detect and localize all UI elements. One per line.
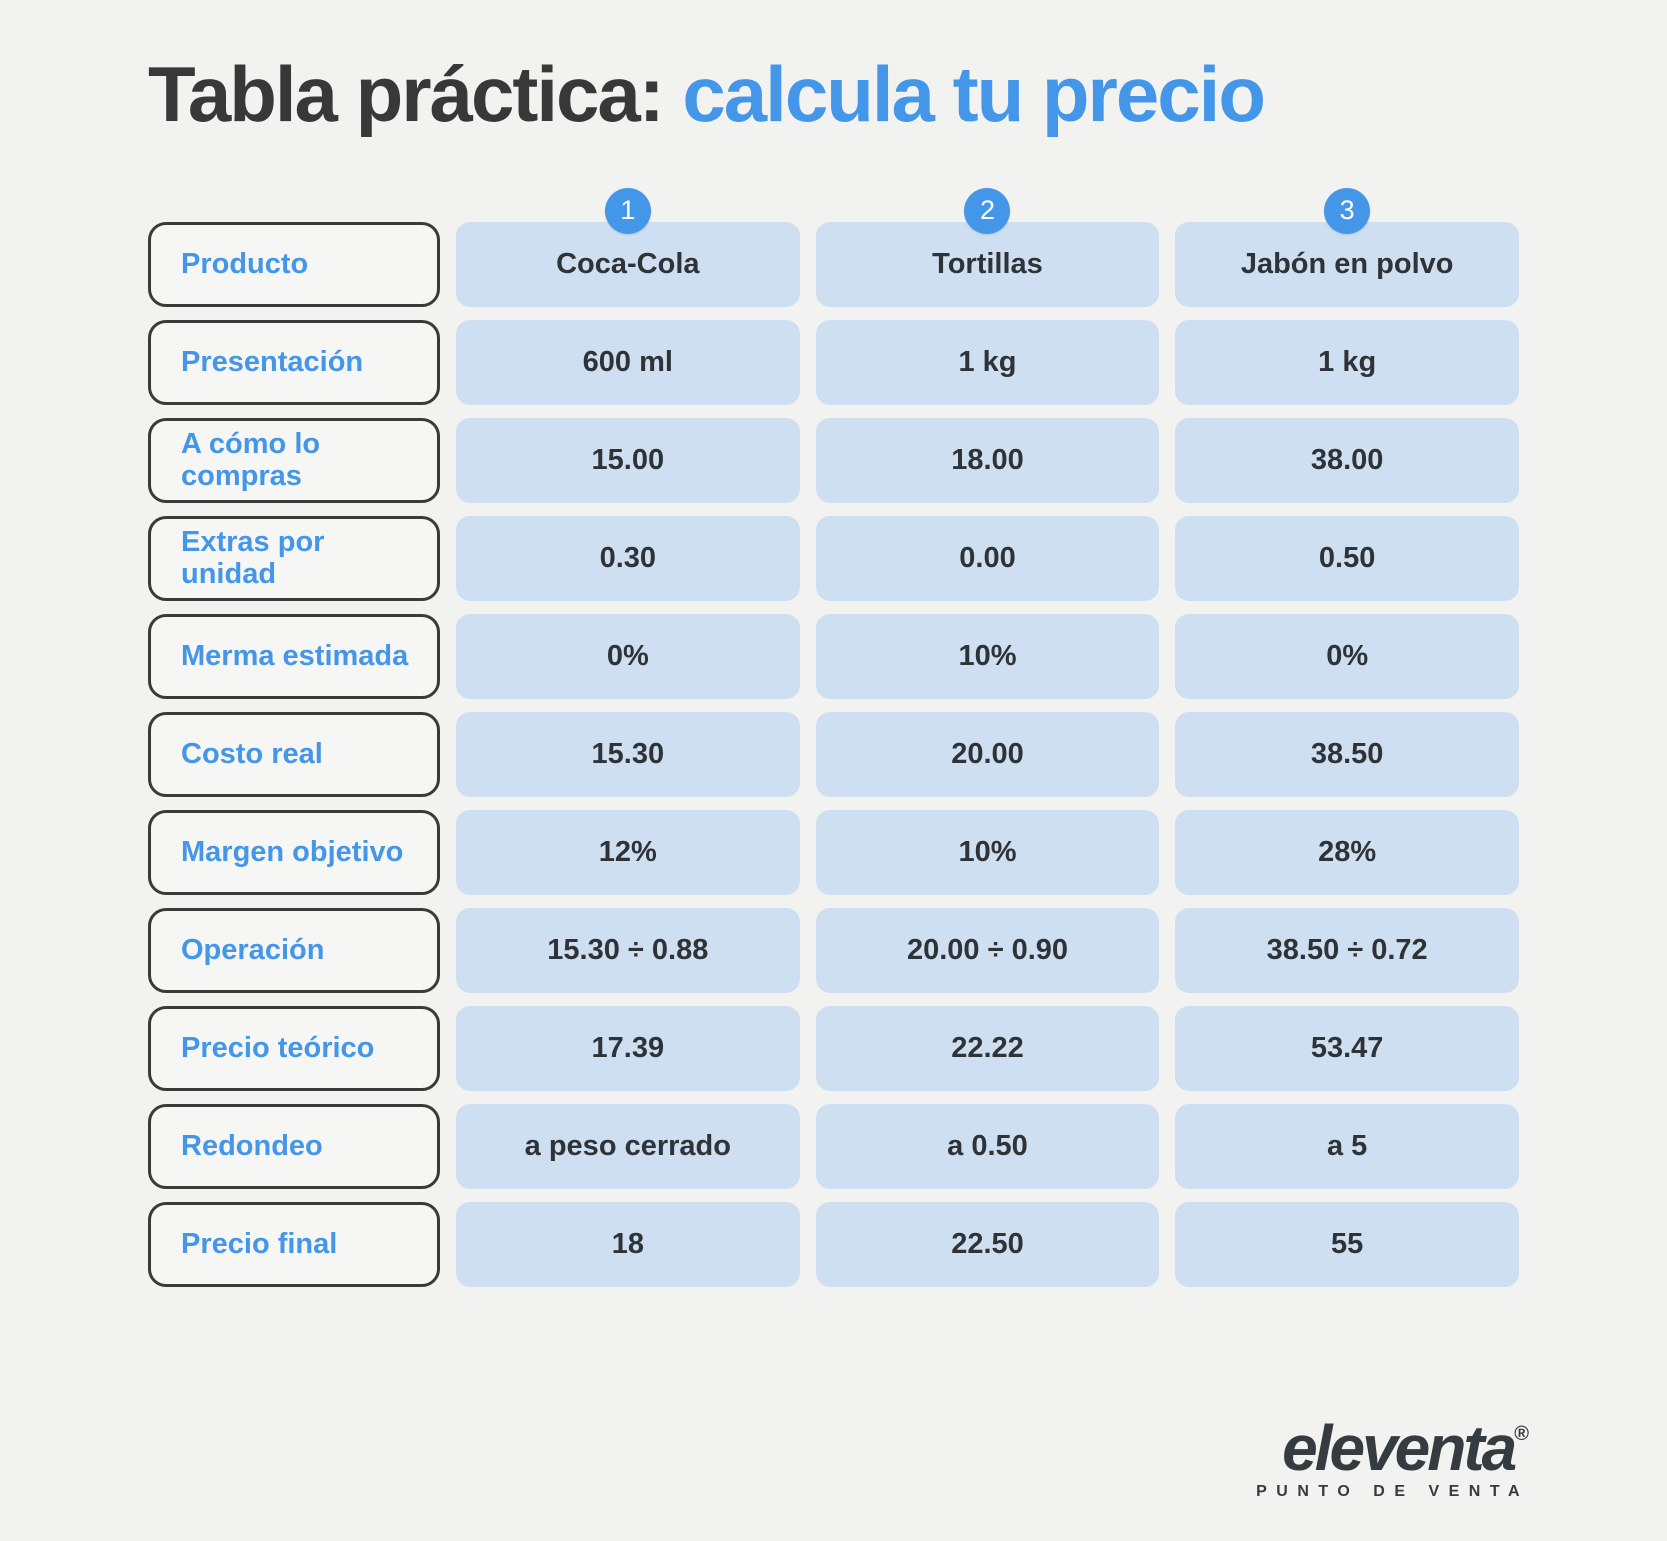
cell-redondeo-col2-text: a 0.50 bbox=[947, 1129, 1028, 1162]
eleventa-logo bbox=[1256, 1412, 1529, 1501]
cell-extras-col2 bbox=[816, 516, 1160, 601]
cell-compra-col2 bbox=[816, 418, 1160, 503]
row-label-producto bbox=[148, 222, 440, 307]
cell-extras-col1-text: 0.30 bbox=[599, 541, 657, 574]
cell-margen-col1 bbox=[456, 810, 800, 895]
cell-extras-col3 bbox=[1175, 516, 1519, 601]
cell-presentacion-col2 bbox=[816, 320, 1160, 405]
cell-merma-col1-text: 0% bbox=[606, 639, 649, 672]
cell-costo-col1 bbox=[456, 712, 800, 797]
page-title-dark: Tabla práctica: bbox=[148, 50, 683, 138]
cell-operacion-col1-text: 15.30 ÷ 0.88 bbox=[547, 933, 709, 966]
cell-presentacion-col3 bbox=[1175, 320, 1519, 405]
cell-margen-col1-text: 12% bbox=[598, 835, 657, 868]
row-label-precio-teorico bbox=[148, 1006, 440, 1091]
cell-producto-col3-text: Jabón en polvo bbox=[1240, 247, 1454, 280]
cell-costo-col2-text: 20.00 bbox=[951, 737, 1024, 770]
cell-presentacion-col2-text: 1 kg bbox=[958, 345, 1017, 378]
cell-compra-col1-text: 15.00 bbox=[591, 443, 665, 476]
column-2-badge: 2 bbox=[964, 188, 1010, 234]
cell-redondeo-col3-text: a 5 bbox=[1326, 1129, 1368, 1162]
row-label-redondeo bbox=[148, 1104, 440, 1189]
cell-teorico-col2 bbox=[816, 1006, 1160, 1091]
cell-redondeo-col3 bbox=[1175, 1104, 1519, 1189]
row-label-margen-objetivo-text: Margen objetivo bbox=[181, 835, 404, 868]
row-label-merma-estimada-text: Merma estimada bbox=[181, 639, 409, 672]
cell-merma-col3-text: 0% bbox=[1326, 639, 1369, 672]
cell-extras-col1 bbox=[456, 516, 800, 601]
cell-margen-col3 bbox=[1175, 810, 1519, 895]
cell-margen-col2-text: 10% bbox=[958, 835, 1017, 868]
eleventa-logo-tagline: PUNTO DE VENTA bbox=[1256, 1483, 1529, 1500]
cell-operacion-col3-text: 38.50 ÷ 0.72 bbox=[1266, 933, 1428, 966]
cell-extras-col2-text: 0.00 bbox=[959, 541, 1016, 574]
cell-final-col1-text: 18 bbox=[611, 1227, 644, 1260]
cell-compra-col2-text: 18.00 bbox=[951, 443, 1024, 476]
row-label-redondeo-text: Redondeo bbox=[181, 1129, 323, 1162]
cell-presentacion-col1-text: 600 ml bbox=[582, 345, 673, 378]
cell-merma-col2-text: 10% bbox=[958, 639, 1017, 672]
cell-costo-col3-text: 38.50 bbox=[1310, 737, 1384, 770]
row-label-a-como-lo-compras-text: A cómo lo compras bbox=[181, 427, 321, 493]
row-label-operacion bbox=[148, 908, 440, 993]
cell-teorico-col1-text: 17.39 bbox=[591, 1031, 665, 1064]
cell-operacion-col2 bbox=[816, 908, 1160, 993]
cell-margen-col3-text: 28% bbox=[1318, 835, 1377, 868]
cell-compra-col3-text: 38.00 bbox=[1310, 443, 1384, 476]
cell-teorico-col2-text: 22.22 bbox=[951, 1031, 1024, 1064]
row-label-presentacion-text: Presentación bbox=[181, 345, 364, 378]
cell-redondeo-col1-text: a peso cerrado bbox=[524, 1129, 731, 1162]
cell-producto-col2 bbox=[816, 195, 1160, 307]
row-label-producto-text: Producto bbox=[181, 247, 309, 280]
cell-teorico-col1 bbox=[456, 1006, 800, 1091]
page-title bbox=[0, 0, 1667, 140]
row-label-precio-teorico-text: Precio teórico bbox=[181, 1031, 375, 1064]
cell-merma-col2 bbox=[816, 614, 1160, 699]
cell-final-col3 bbox=[1175, 1202, 1519, 1287]
cell-producto-col3 bbox=[1175, 195, 1519, 307]
row-label-margen-objetivo bbox=[148, 810, 440, 895]
pricing-table bbox=[148, 195, 1519, 1287]
cell-presentacion-col1 bbox=[456, 320, 800, 405]
cell-producto-col2-text: Tortillas bbox=[932, 247, 1043, 280]
registered-trademark-icon: ® bbox=[1514, 1423, 1529, 1445]
cell-redondeo-col2 bbox=[816, 1104, 1160, 1189]
cell-merma-col3 bbox=[1175, 614, 1519, 699]
row-label-precio-final-text: Precio final bbox=[181, 1227, 338, 1260]
cell-producto-col1-text: Coca-Cola bbox=[556, 247, 700, 280]
cell-teorico-col3-text: 53.47 bbox=[1310, 1031, 1384, 1064]
cell-merma-col1 bbox=[456, 614, 800, 699]
cell-teorico-col3 bbox=[1175, 1006, 1519, 1091]
page-title-blue: calcula tu precio bbox=[682, 50, 1264, 138]
cell-compra-col3 bbox=[1175, 418, 1519, 503]
cell-final-col2 bbox=[816, 1202, 1160, 1287]
cell-operacion-col3 bbox=[1175, 908, 1519, 993]
cell-margen-col2 bbox=[816, 810, 1160, 895]
row-label-extras-por-unidad-text: Extras por unidad bbox=[181, 525, 325, 591]
cell-presentacion-col3-text: 1 kg bbox=[1318, 345, 1377, 378]
cell-final-col3-text: 55 bbox=[1331, 1227, 1364, 1260]
row-label-operacion-text: Operación bbox=[181, 933, 325, 966]
cell-operacion-col1 bbox=[456, 908, 800, 993]
row-label-presentacion bbox=[148, 320, 440, 405]
cell-costo-col2 bbox=[816, 712, 1160, 797]
column-1-badge: 1 bbox=[605, 188, 651, 234]
row-label-costo-real-text: Costo real bbox=[181, 737, 323, 770]
cell-compra-col1 bbox=[456, 418, 800, 503]
cell-operacion-col2-text: 20.00 ÷ 0.90 bbox=[906, 933, 1069, 966]
cell-extras-col3-text: 0.50 bbox=[1318, 541, 1376, 574]
cell-producto-col1 bbox=[456, 195, 800, 307]
eleventa-logo-wordmark bbox=[1256, 1412, 1529, 1484]
column-3-badge: 3 bbox=[1324, 188, 1370, 234]
cell-costo-col3 bbox=[1175, 712, 1519, 797]
row-label-merma-estimada bbox=[148, 614, 440, 699]
row-label-precio-final bbox=[148, 1202, 440, 1287]
cell-costo-col1-text: 15.30 bbox=[591, 737, 665, 770]
row-label-a-como-lo-compras bbox=[148, 418, 440, 503]
row-label-extras-por-unidad bbox=[148, 516, 440, 601]
cell-redondeo-col1 bbox=[456, 1104, 800, 1189]
eleventa-logo-name: eleventa bbox=[1282, 1412, 1515, 1484]
row-label-costo-real bbox=[148, 712, 440, 797]
cell-final-col1 bbox=[456, 1202, 800, 1287]
cell-final-col2-text: 22.50 bbox=[951, 1227, 1024, 1260]
